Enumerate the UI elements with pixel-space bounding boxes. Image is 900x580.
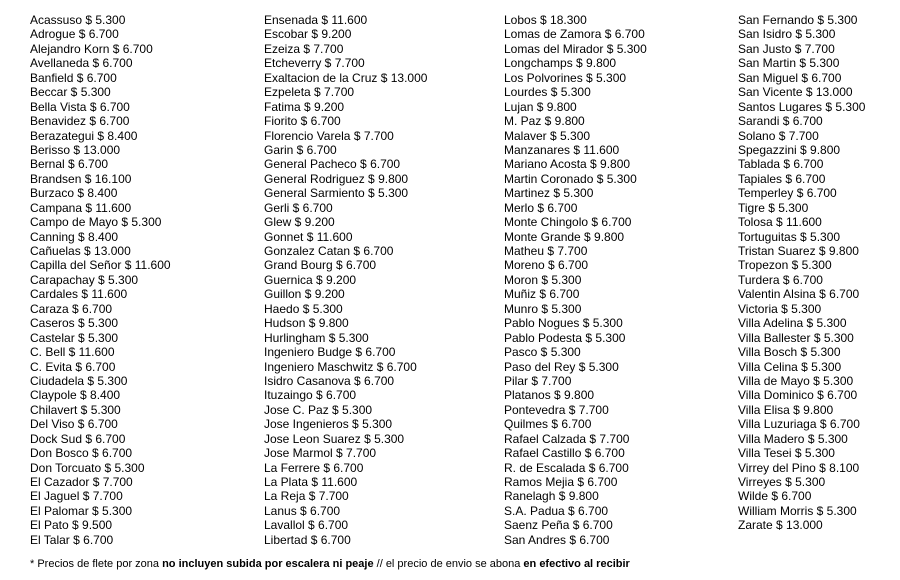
zone-price-item: Temperley $ 6.700 [738, 186, 837, 201]
zone-price-item: Castelar $ 5.300 [30, 330, 119, 345]
zone-price-item: El Pato $ 9.500 [30, 518, 113, 533]
zone-price-item: Mariano Acosta $ 9.800 [504, 157, 631, 172]
zone-price-item: Dock Sud $ 6.700 [30, 431, 126, 446]
zone-price-item: Pilar $ 7.700 [504, 373, 572, 388]
zone-price-item: El Jaguel $ 7.700 [30, 489, 123, 504]
zone-price-item: Ingeniero Budge $ 6.700 [264, 345, 396, 360]
zone-price-item: Solano $ 7.700 [738, 128, 819, 143]
zone-price-item: Berazategui $ 8.400 [30, 128, 138, 143]
zone-price-item: Ramos Mejia $ 6.700 [504, 475, 618, 489]
zone-price-item: Isidro Casanova $ 6.700 [264, 373, 395, 388]
zone-price-item: San Isidro $ 5.300 [738, 27, 836, 42]
zone-price-item: Muñiz $ 6.700 [504, 287, 580, 302]
zone-price-item: Chilavert $ 5.300 [30, 402, 121, 417]
zone-price-item: Claypole $ 8.400 [30, 388, 121, 403]
zone-price-item: Cañuelas $ 13.000 [30, 244, 131, 258]
zone-price-item: Villa de Mayo $ 5.300 [738, 373, 854, 388]
zone-price-item: San Miguel $ 6.700 [738, 70, 842, 85]
zone-price-item: Caseros $ 5.300 [30, 316, 119, 331]
zone-price-item: Moron $ 5.300 [504, 272, 582, 287]
zone-price-item: Moreno $ 6.700 [504, 258, 589, 273]
zone-price-item: Matheu $ 7.700 [504, 244, 588, 258]
zone-price-item: Villa Tesei $ 5.300 [738, 446, 835, 461]
zone-price-item: Victoria $ 5.300 [738, 301, 822, 316]
zone-price-item: Don Torcuato $ 5.300 [30, 460, 145, 475]
zone-price-item: Rafael Castillo $ 6.700 [504, 446, 625, 461]
zone-price-item: Pablo Podesta $ 5.300 [504, 330, 626, 345]
zone-price-item: Escobar $ 9.200 [264, 27, 352, 42]
zone-price-item: Gonzalez Catan $ 6.700 [264, 244, 394, 258]
zone-price-item: San Vicente $ 13.000 [738, 85, 853, 100]
zone-price-item: Haedo $ 5.300 [264, 301, 343, 316]
zone-price-item: Hurlingham $ 5.300 [264, 330, 369, 345]
zone-price-item: San Justo $ 7.700 [738, 41, 835, 56]
footnote [30, 557, 630, 571]
zone-price-item: Guillon $ 9.200 [264, 287, 345, 302]
zone-price-item: Villa Bosch $ 5.300 [738, 345, 841, 360]
zone-price-item: Gonnet $ 11.600 [264, 229, 353, 244]
zone-price-item: Lobos $ 18.300 [504, 13, 587, 27]
zone-price-item: Carapachay $ 5.300 [30, 272, 139, 287]
zone-price-item: Villa Elisa $ 9.800 [738, 402, 834, 417]
zone-price-item: Los Polvorines $ 5.300 [504, 70, 627, 85]
zone-price-item: Spegazzini $ 9.800 [738, 142, 841, 157]
zone-price-item: Jose C. Paz $ 5.300 [264, 402, 373, 417]
zone-price-item: Lujan $ 9.800 [504, 99, 577, 114]
zone-price-item: M. Paz $ 9.800 [504, 114, 585, 129]
footnote-bold-1: no incluyen subida por escalera ni peaje [162, 558, 374, 570]
zone-price-item: Villa Adelina $ 5.300 [738, 316, 847, 331]
zone-price-item: William Morris $ 5.300 [738, 503, 857, 518]
zone-price-item: Etcheverry $ 7.700 [264, 56, 365, 71]
zone-price-item: Pablo Nogues $ 5.300 [504, 316, 623, 331]
zone-price-item: El Talar $ 6.700 [30, 532, 114, 547]
price-column-3 [504, 13, 647, 547]
zone-price-item: C. Bell $ 11.600 [30, 345, 115, 360]
zone-price-item: Lavallol $ 6.700 [264, 518, 349, 533]
zone-price-item: Ranelagh $ 9.800 [504, 489, 599, 504]
zone-price-item: Saenz Peña $ 6.700 [504, 518, 613, 533]
zone-price-item: Tablada $ 6.700 [738, 157, 824, 172]
zone-price-item: La Plata $ 11.600 [264, 475, 358, 489]
zone-price-item: Exaltacion de la Cruz $ 13.000 [264, 70, 428, 85]
zone-price-item: Virrey del Pino $ 8.100 [738, 460, 860, 475]
zone-price-item: Sarandi $ 6.700 [738, 114, 823, 129]
zone-price-item: Tapiales $ 6.700 [738, 171, 826, 186]
zone-price-item: Monte Chingolo $ 6.700 [504, 215, 632, 230]
zone-price-item: Zarate $ 13.000 [738, 518, 823, 533]
zone-price-item: Ezeiza $ 7.700 [264, 41, 344, 56]
zone-price-item: Ciudadela $ 5.300 [30, 373, 128, 388]
zone-price-item: Tortuguitas $ 5.300 [738, 229, 841, 244]
zone-price-item: Pasco $ 5.300 [504, 345, 581, 360]
zone-price-item: Merlo $ 6.700 [504, 200, 578, 215]
zone-price-item: Burzaco $ 8.400 [30, 186, 118, 201]
zone-price-item: Monte Grande $ 9.800 [504, 229, 625, 244]
zone-price-item: El Palomar $ 5.300 [30, 503, 133, 518]
zone-price-item: Lanus $ 6.700 [264, 503, 341, 518]
zone-price-item: R. de Escalada $ 6.700 [504, 460, 629, 475]
zone-price-item: Platanos $ 9.800 [504, 388, 595, 403]
zone-price-item: Glew $ 9.200 [264, 215, 335, 230]
zone-price-item: Santos Lugares $ 5.300 [738, 99, 866, 114]
zone-price-item: Tigre $ 5.300 [738, 200, 809, 215]
zone-price-item: Avellaneda $ 6.700 [30, 56, 133, 71]
zone-price-item: Del Viso $ 6.700 [30, 417, 118, 432]
footnote-bold-2: en efectivo al recibir [523, 558, 630, 570]
zone-price-item: Grand Bourg $ 6.700 [264, 258, 377, 273]
zone-price-item: Pontevedra $ 7.700 [504, 402, 609, 417]
zone-price-item: Tristan Suarez $ 9.800 [738, 244, 859, 258]
zone-price-item: Ezpeleta $ 7.700 [264, 85, 355, 100]
zone-price-item: Garin $ 6.700 [264, 142, 337, 157]
price-column-1 [30, 13, 171, 547]
zone-price-item: Libertad $ 6.700 [264, 532, 351, 547]
zone-price-item: La Ferrere $ 6.700 [264, 460, 364, 475]
zone-price-item: General Sarmiento $ 5.300 [264, 186, 409, 201]
zone-price-item: Munro $ 5.300 [504, 301, 582, 316]
zone-price-item: Lourdes $ 5.300 [504, 85, 591, 100]
zone-price-item: Hudson $ 9.800 [264, 316, 349, 331]
zone-price-item: Cardales $ 11.600 [30, 287, 128, 302]
zone-price-item: San Andres $ 6.700 [504, 532, 610, 547]
zone-price-item: Don Bosco $ 6.700 [30, 446, 133, 461]
zone-price-item: Adrogue $ 6.700 [30, 27, 119, 42]
zone-price-item: La Reja $ 7.700 [264, 489, 349, 504]
zone-price-item: Rafael Calzada $ 7.700 [504, 431, 630, 446]
zone-price-item: Tropezon $ 5.300 [738, 258, 832, 273]
zone-price-item: Jose Marmol $ 7.700 [264, 446, 377, 461]
zone-price-item: Tolosa $ 11.600 [738, 215, 822, 230]
zone-price-item: Gerli $ 6.700 [264, 200, 333, 215]
zone-price-item: Villa Dominico $ 6.700 [738, 388, 858, 403]
price-list [0, 13, 900, 553]
zone-price-item: Campana $ 11.600 [30, 200, 132, 215]
zone-price-item: El Cazador $ 7.700 [30, 475, 133, 489]
zone-price-item: Campo de Mayo $ 5.300 [30, 215, 162, 230]
zone-price-item: Turdera $ 6.700 [738, 272, 823, 287]
zone-price-item: Canning $ 8.400 [30, 229, 119, 244]
zone-price-item: Wilde $ 6.700 [738, 489, 812, 504]
zone-price-item: San Fernando $ 5.300 [738, 13, 858, 27]
zone-price-item: Beccar $ 5.300 [30, 85, 111, 100]
zone-price-item: Florencio Varela $ 7.700 [264, 128, 394, 143]
zone-price-item: Manzanares $ 11.600 [504, 142, 620, 157]
zone-price-item: Caraza $ 6.700 [30, 301, 113, 316]
price-column-2 [264, 13, 427, 547]
zone-price-item: Bella Vista $ 6.700 [30, 99, 130, 114]
zone-price-item: San Martin $ 5.300 [738, 56, 840, 71]
zone-price-item: Acassuso $ 5.300 [30, 13, 126, 27]
zone-price-item: Quilmes $ 6.700 [504, 417, 592, 432]
zone-price-item: Guernica $ 9.200 [264, 272, 357, 287]
zone-price-item: Lomas del Mirador $ 5.300 [504, 41, 647, 56]
zone-price-item: Villa Madero $ 5.300 [738, 431, 848, 446]
zone-price-item: Fiorito $ 6.700 [264, 114, 341, 129]
zone-price-item: Jose Ingenieros $ 5.300 [264, 417, 393, 432]
zone-price-item: Paso del Rey $ 5.300 [504, 359, 619, 374]
zone-price-item: Ensenada $ 11.600 [264, 13, 368, 27]
zone-price-item: Martinez $ 5.300 [504, 186, 594, 201]
zone-price-item: General Rodriguez $ 9.800 [264, 171, 409, 186]
zone-price-item: Villa Ballester $ 5.300 [738, 330, 854, 345]
zone-price-item: Malaver $ 5.300 [504, 128, 591, 143]
zone-price-item: Villa Celina $ 5.300 [738, 359, 842, 374]
zone-price-item: Lomas de Zamora $ 6.700 [504, 27, 645, 42]
zone-price-item: Benavidez $ 6.700 [30, 114, 130, 129]
zone-price-item: S.A. Padua $ 6.700 [504, 503, 609, 518]
zone-price-item: Villa Luzuriaga $ 6.700 [738, 417, 860, 432]
footnote-text-1: * Precios de flete por zona [30, 558, 163, 570]
zone-price-item: Berisso $ 13.000 [30, 142, 121, 157]
zone-price-item: Bernal $ 6.700 [30, 157, 109, 172]
zone-price-item: C. Evita $ 6.700 [30, 359, 116, 374]
zone-price-item: Capilla del Señor $ 11.600 [30, 258, 171, 273]
zone-price-item: Ituzaingo $ 6.700 [264, 388, 357, 403]
zone-price-item: Virreyes $ 5.300 [738, 475, 826, 489]
zone-price-item: Banfield $ 6.700 [30, 70, 117, 85]
zone-price-item: General Pacheco $ 6.700 [264, 157, 401, 172]
zone-price-item: Alejandro Korn $ 6.700 [30, 41, 153, 56]
zone-price-item: Brandsen $ 16.100 [30, 171, 132, 186]
zone-price-item: Ingeniero Maschwitz $ 6.700 [264, 359, 417, 374]
zone-price-item: Fatima $ 9.200 [264, 99, 345, 114]
zone-price-item: Jose Leon Suarez $ 5.300 [264, 431, 405, 446]
zone-price-item: Valentin Alsina $ 6.700 [738, 287, 860, 302]
zone-price-item: Martin Coronado $ 5.300 [504, 171, 637, 186]
price-column-4 [738, 13, 865, 533]
footnote-text-2: // el precio de envio se abona [373, 558, 524, 570]
zone-price-item: Longchamps $ 9.800 [504, 56, 617, 71]
